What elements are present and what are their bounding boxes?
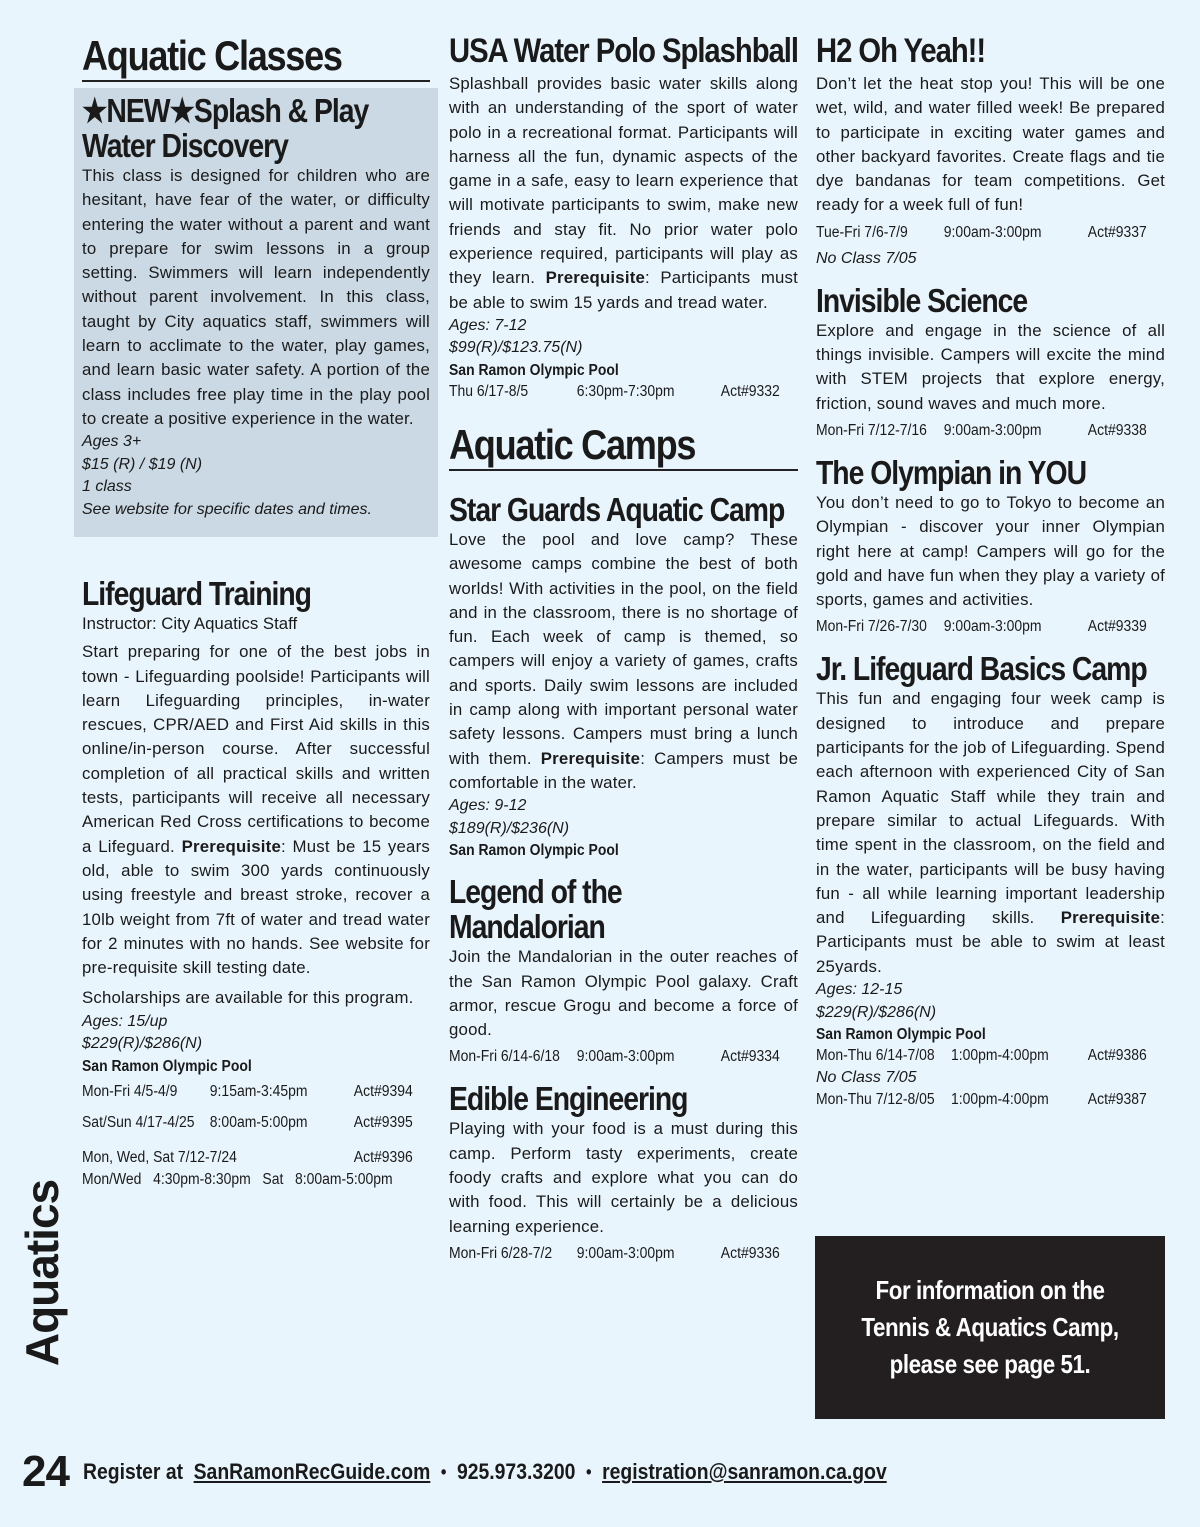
- class-description: This fun and engaging four week camp is designed to introduce and prepare participants for the job of Lifeguarding. Spend each afternoon with experienced City of San Ramon Aquatic Staff while they train and prepare similar to actual Lifeguards. With time spent in the classroom, on the field and in the water, participants will be busy having fun - all while learning important leadership and Lifeguarding skills. Prerequisite: Participants must be able to swim at least 25yards.: [816, 689, 1165, 976]
- price: $229(R)/$286(N): [82, 1035, 203, 1053]
- footer: [22, 1442, 1182, 1502]
- column-right: [816, 32, 1165, 1111]
- page-number: 24: [22, 1447, 69, 1496]
- side-tab: [18, 1175, 66, 1370]
- price: $189(R)/$236(N): [449, 819, 570, 837]
- section-title-aquatic-classes: Aquatic Classes: [82, 32, 342, 79]
- class-description: Playing with your food is a must during this camp. Perform tasty experiments, create foody crafts and explore what you can do with food. This will certainly be a delicious learning experience.: [449, 1119, 798, 1236]
- class-title: ★NEW★Splash & Play: [82, 92, 369, 129]
- class-description: Don’t let the heat stop you! This will be one wet, wild, and water filled week! Be prepared to participate in exciting water games and other backyard favorites. Create flags and tie dye bandanas for team competitions. Get ready for a week full of fun!: [816, 74, 1165, 215]
- class-description: Join the Mandalorian in the outer reaches of the San Ramon Olympic Pool galaxy. Craft armor, rescue Grogu and become a force of good.: [449, 947, 798, 1040]
- class-title: Star Guards Aquatic Camp: [449, 490, 785, 528]
- phone-number: 925.973.3200: [456, 1459, 576, 1484]
- section-rule: [82, 80, 430, 82]
- class-title: USA Water Polo Splashball: [449, 32, 798, 70]
- footer-contact: [83, 1459, 887, 1485]
- session-row: Mon-Thu 7/12-8/05 1:00pm-4:00pm Act#9387: [816, 1091, 1147, 1109]
- class-count: 1 class: [82, 478, 132, 496]
- website-link[interactable]: SanRamonRecGuide.com: [193, 1459, 431, 1484]
- column-middle: [449, 32, 798, 1269]
- session-row: Mon-Fri 7/12-7/16 9:00am-3:00pm Act#9338: [816, 421, 1147, 439]
- column-left: [82, 32, 430, 1191]
- class-title-line2: Water Discovery: [82, 127, 288, 164]
- class-title: Jr. Lifeguard Basics Camp: [816, 650, 1147, 688]
- session-row: Mon-Thu 6/14-7/08 1:00pm-4:00pm Act#9386: [816, 1047, 1147, 1065]
- session-row-detail: Mon/Wed 4:30pm-8:30pm Sat 8:00am-5:00pm: [82, 1170, 393, 1188]
- class-description: This class is designed for children who are hesitant, have fear of the water, or difficulty entering the water without a parent and want to prepare for swim lessons in a group setting. Swimmers will learn independently without parent involvement. In this class, taught by City aquatics staff, swimmers will learn to acclimate to the water, play games, and learn basic water safety. A portion of the class includes free play time in the play pool to create a positive experience in the water.: [82, 166, 430, 428]
- class-description: Explore and engage in the science of all things invisible. Campers will excite the mind with STEM projects that explore energy, friction, sound waves and much more.: [816, 320, 1165, 413]
- session-row: Mon-Fri 6/14-6/18 9:00am-3:00pm Act#9334: [449, 1048, 780, 1066]
- schedule-note: No Class 7/05: [816, 249, 917, 267]
- separator: •: [585, 1461, 592, 1482]
- class-description: Start preparing for one of the best jobs in town - Lifeguarding poolside! Participants will learn Lifeguarding principles, in-water rescues, CPR/AED and First Aid skills in this online/in-person course. After successful completion of all practical skills and written tests, participants will receive all necessary American Red Cross certifications to become a Lifeguard. Prerequisite: Must be 15 years old, able to swim 300 yards continuously using freestyle and breast stroke, recover a 10lb weight from 7ft of water and tread water for 2 minutes with no hands. See website for pre-requisite skill testing date.: [82, 642, 430, 978]
- location: San Ramon Olympic Pool: [816, 1026, 986, 1044]
- register-label: Register at: [82, 1459, 184, 1484]
- session-row: Thu 6/17-8/5 6:30pm-7:30pm Act#9332: [449, 382, 780, 400]
- session-row: Mon-Fri 7/26-7/30 9:00am-3:00pm Act#9339: [816, 618, 1147, 636]
- class-title-line2: Mandalorian: [449, 908, 605, 946]
- new-class-box: [74, 88, 438, 537]
- class-description: Love the pool and love camp? These awesome camps combine the best of both worlds! With activities in the pool, on the field and in the classroom, there is no shortage of fun. Each week of camp is themed, so campers will enjoy a variety of games, crafts and sports. Daily swim lessons are included in camp along with important personal water safety lessons. Campers must bring a lunch with them. Prerequisite: Campers must be comfortable in the water.: [449, 529, 798, 792]
- ages: Ages: 7-12: [449, 316, 527, 334]
- price: $15 (R) / $19 (N): [82, 455, 203, 473]
- session-row: Sat/Sun 4/17-4/25 8:00am-5:00pm Act#9395: [82, 1113, 413, 1131]
- session-row: Mon-Fri 4/5-4/9 9:15am-3:45pm Act#9394: [82, 1082, 413, 1100]
- scholarship-note: Scholarships are available for this program.: [82, 988, 414, 1008]
- location: San Ramon Olympic Pool: [449, 842, 619, 860]
- class-title: The Olympian in YOU: [816, 453, 1087, 491]
- price: $99(R)/$123.75(N): [449, 339, 583, 357]
- ages: Ages 3+: [82, 433, 142, 451]
- session-row: Mon, Wed, Sat 7/12-7/24 Act#9396: [82, 1148, 413, 1166]
- class-description: Splashball provides basic water skills along with an understanding of the sport of water polo in a recreational format. Participants will harness all the fun, dynamic aspects of the game in a safe, easy to learn experience that will motivate participants to swim, make new friends and stay fit. No prior water polo experience required, participants will play as they learn. Prerequisite: Participants must be able to swim 15 yards and tread water.: [449, 74, 799, 312]
- section-rule: [449, 469, 798, 471]
- schedule-note: No Class 7/05: [816, 1069, 917, 1087]
- class-title: Edible Engineering: [449, 1080, 688, 1118]
- info-box: [815, 1236, 1165, 1419]
- side-tab-label: Aquatics: [16, 1179, 68, 1366]
- section-title-aquatic-camps: Aquatic Camps: [449, 420, 696, 468]
- location: San Ramon Olympic Pool: [82, 1057, 252, 1075]
- schedule-note: See website for specific dates and times.: [82, 500, 372, 518]
- price: $229(R)/$286(N): [816, 1003, 937, 1021]
- session-row: Tue-Fri 7/6-7/9 9:00am-3:00pm Act#9337: [816, 223, 1147, 241]
- separator: •: [440, 1461, 447, 1482]
- location: San Ramon Olympic Pool: [449, 361, 619, 379]
- class-title: Legend of the: [449, 873, 622, 911]
- ages: Ages: 9-12: [449, 797, 527, 815]
- email-link[interactable]: registration@sanramon.ca.gov: [602, 1459, 887, 1484]
- class-title: Lifeguard Training: [82, 575, 311, 613]
- class-description: You don’t need to go to Tokyo to become an Olympian - discover your inner Olympian right here at camp! Campers will go for the gold and have fun when they play a variety of sports, games and activities.: [816, 492, 1165, 610]
- class-title: Invisible Science: [816, 281, 1028, 319]
- class-title: H2 Oh Yeah!!: [816, 32, 986, 70]
- instructor: Instructor: City Aquatics Staff: [82, 614, 298, 634]
- ages: Ages: 15/up: [82, 1012, 168, 1030]
- ages: Ages: 12-15: [816, 981, 903, 999]
- session-row: Mon-Fri 6/28-7/2 9:00am-3:00pm Act#9336: [449, 1244, 780, 1262]
- info-box-text: For information on the Tennis & Aquatics Camp, please see page 51.: [861, 1275, 1119, 1379]
